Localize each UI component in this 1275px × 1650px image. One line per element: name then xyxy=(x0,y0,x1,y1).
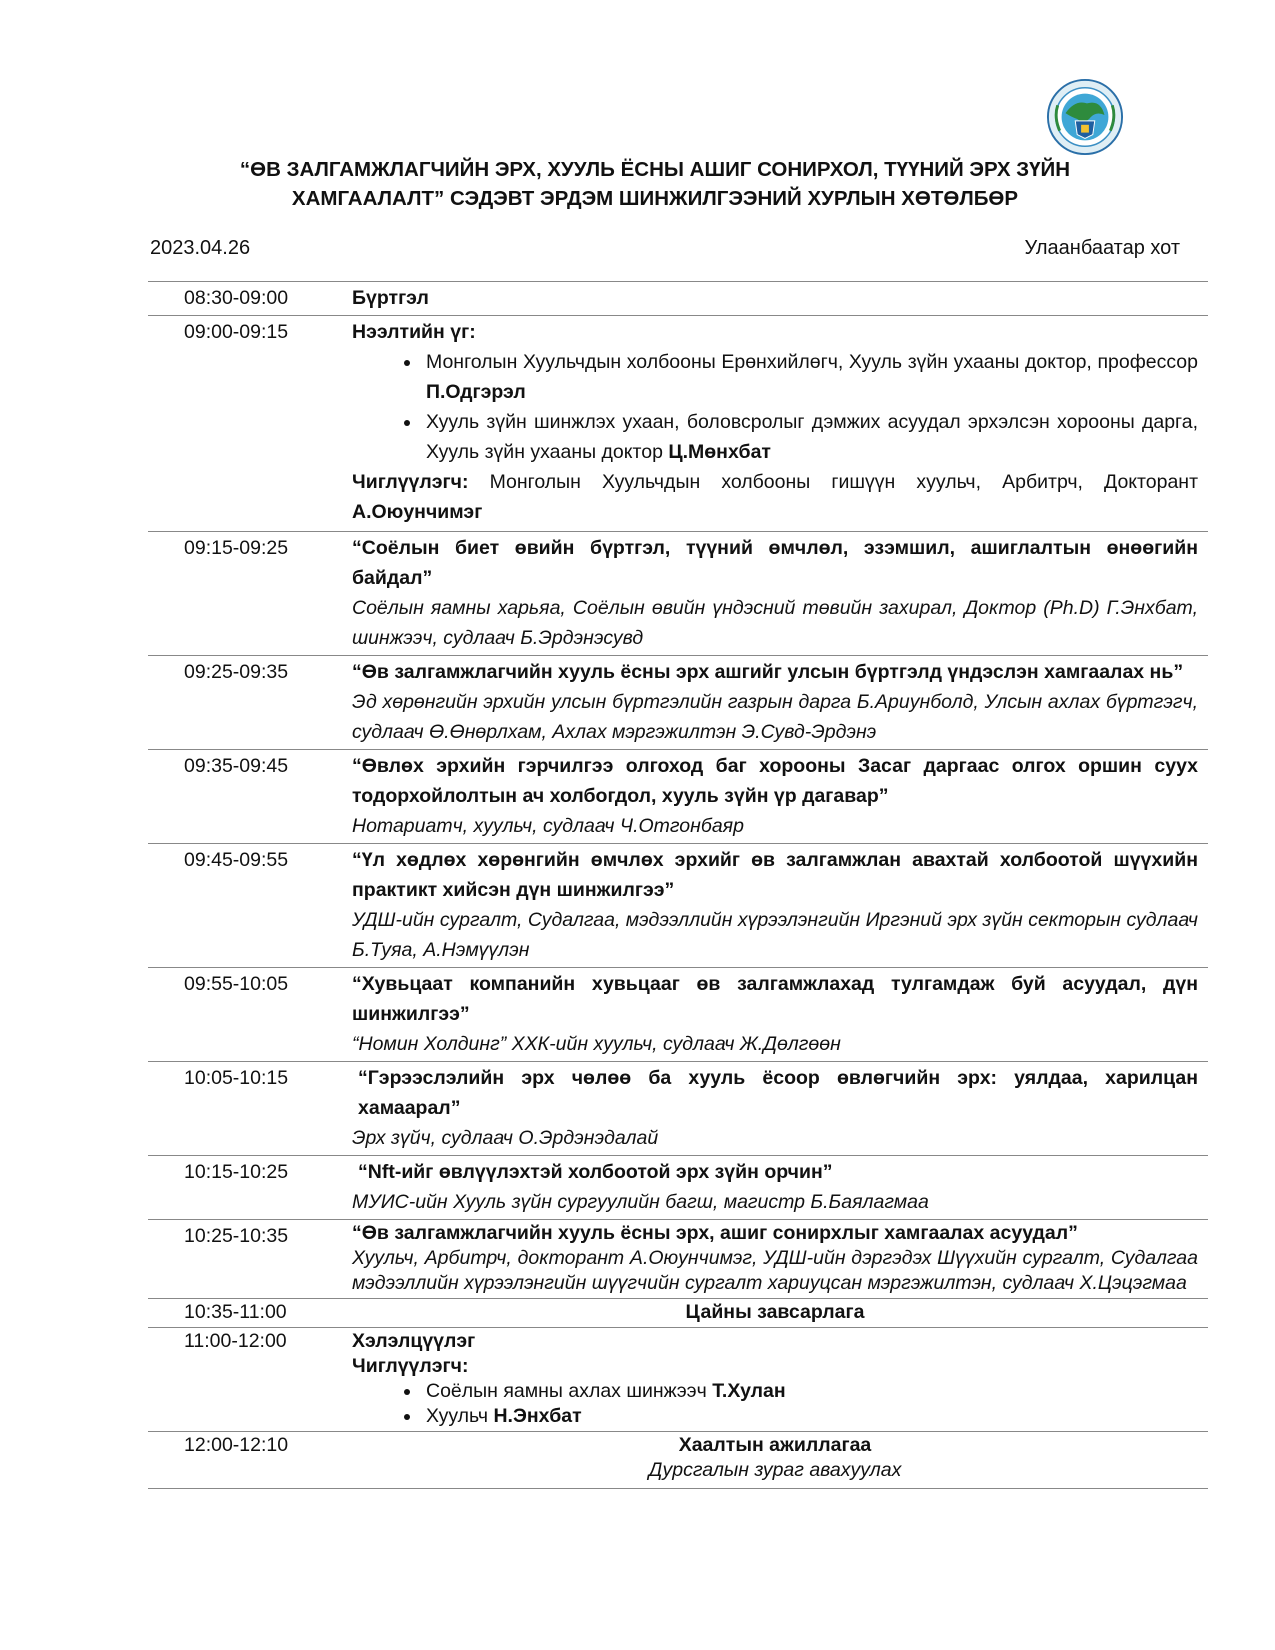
program-row xyxy=(148,844,1208,968)
talk-speakers: Соёлын яамны харьяа, Соёлын өвийн үндэсний төвийн захирал, Доктор (Ph.D) Г.Энхбат, шинжээч, судлаач Б.Эрдэнэсувд xyxy=(352,597,1198,649)
agenda-content xyxy=(352,1156,1208,1219)
list-item xyxy=(422,1404,1198,1429)
agenda-content xyxy=(352,1432,1208,1488)
moderator-label: Чиглүүлэгч: xyxy=(352,471,469,493)
time-slot: 10:25-10:35 xyxy=(184,1225,289,1247)
document-title xyxy=(150,155,1160,213)
agenda-content xyxy=(352,1062,1208,1155)
talk-title: “Үл хөдлөх хөрөнгийн өмчлөх эрхийг өв залгамжлан авахтай холбоотой шүүхийн практикт хийсэн дүн шинжилгээ” xyxy=(352,849,1198,901)
title-line-2: ХАМГААЛАЛТ” СЭДЭВТ ЭРДЭМ ШИНЖИЛГЭЭНИЙ ХУРЛЫН ХӨТӨЛБӨР xyxy=(291,187,1019,210)
speaker-name: Ц.Мөнхбат xyxy=(668,441,771,463)
event-place: Улаанбаатар хот xyxy=(1024,237,1180,259)
talk-speakers: Хуульч, Арбитрч, докторант А.Оюунчимэг, УДШ-ийн дэргэдэх Шүүхийн сургалт, Судалгаа мэдээллийн хүрээлэнгийн шүүгчийн сургалт хариуцсан мэргэжилтэн, судлаач Х.Цэцэгмаа xyxy=(352,1247,1198,1294)
event-date: 2023.04.26 xyxy=(150,237,251,259)
opening-speakers-list xyxy=(352,347,1198,467)
moderator-role: Соёлын яамны ахлах шинжээч xyxy=(426,1380,713,1402)
program-row xyxy=(148,750,1208,844)
time-slot: 11:00-12:00 xyxy=(184,1330,287,1352)
moderators-list xyxy=(352,1379,1198,1429)
talk-title: “Өвлөх эрхийн гэрчилгээ олгоход баг хорооны Засаг даргаас олгох оршин суух тодорхойлолтын ач холбогдол, хууль зүйн үр дагавар” xyxy=(352,755,1198,807)
moderator-line xyxy=(352,467,1198,527)
time-slot: 09:55-10:05 xyxy=(184,973,289,995)
speaker-role: Хууль зүйн шинжлэх ухаан, боловсролыг дэмжих асуудал эрхэлсэн хорооны дарга, Хууль зүйн ухааны доктор xyxy=(426,411,1198,463)
time-slot: 08:30-09:00 xyxy=(184,287,289,309)
talk-title: “Өв залгамжлагчийн хууль ёсны эрх ашгийг улсын бүртгэлд үндэслэн хамгаалах нь” xyxy=(352,661,1184,683)
program-row xyxy=(148,1328,1208,1432)
moderator-role: Хуульч xyxy=(426,1405,494,1427)
program-row xyxy=(148,282,1208,316)
talk-title: “Соёлын биет өвийн бүртгэл, түүний өмчлөл, эзэмшил, ашиглалтын өнөөгийн байдал” xyxy=(352,537,1198,589)
list-item xyxy=(422,1379,1198,1404)
agenda-content xyxy=(352,1220,1208,1298)
agenda-content xyxy=(352,532,1208,655)
time-slot: 09:00-09:15 xyxy=(184,321,289,343)
talk-speakers: “Номин Холдинг” ХХК-ийн хуульч, судлаач Ж.Дөлгөөн xyxy=(352,1033,841,1055)
program-row xyxy=(148,1432,1208,1489)
moderator-name: Н.Энхбат xyxy=(493,1405,582,1427)
agenda-content xyxy=(352,316,1208,529)
time-slot: 10:15-10:25 xyxy=(184,1161,289,1183)
speaker-role: Монголын Хуульчдын холбооны Ерөнхийлөгч, Хууль зүйн ухааны доктор, профессор xyxy=(426,351,1198,373)
moderator-name: Т.Хулан xyxy=(712,1380,786,1402)
moderator-name: А.Оюунчимэг xyxy=(352,501,483,523)
agenda-label: Нээлтийн үг: xyxy=(352,321,476,343)
talk-speakers: Нотариатч, хуульч, судлаач Ч.Отгонбаяр xyxy=(352,815,744,837)
program-row xyxy=(148,656,1208,750)
agenda-content xyxy=(352,844,1208,967)
program-row xyxy=(148,1299,1208,1328)
talk-title: “Өв залгамжлагчийн хууль ёсны эрх, ашиг сонирхлыг хамгаалах асуудал” xyxy=(352,1222,1078,1244)
talk-speakers: Эрх зүйч, судлаач О.Эрдэнэдалай xyxy=(352,1127,659,1149)
agenda-content xyxy=(352,656,1208,749)
time-slot: 09:45-09:55 xyxy=(184,849,289,871)
association-emblem-icon xyxy=(1046,78,1124,156)
list-item xyxy=(422,407,1198,467)
talk-title: “Хувьцаат компанийн хувьцааг өв залгамжлахад тулгамдаж буй асуудал, дүн шинжилгээ” xyxy=(352,973,1198,1025)
talk-title: “Nft-ийг өвлүүлэхтэй холбоотой эрх зүйн орчин” xyxy=(358,1161,833,1183)
agenda-content xyxy=(352,968,1208,1061)
program-row xyxy=(148,1220,1208,1299)
agenda-label: Бүртгэл xyxy=(352,287,429,309)
agenda-label: Хаалтын ажиллагаа xyxy=(678,1434,872,1456)
time-slot: 10:05-10:15 xyxy=(184,1067,289,1089)
program-table xyxy=(148,281,1208,1489)
agenda-content xyxy=(352,750,1208,843)
agenda-content xyxy=(352,1328,1208,1431)
time-slot: 09:35-09:45 xyxy=(184,755,289,777)
agenda-label: Хэлэлцүүлэг xyxy=(352,1330,476,1352)
program-row xyxy=(148,532,1208,656)
talk-title: “Гэрээслэлийн эрх чөлөө ба хууль ёсоор өвлөгчийн эрх: уялдаа, харилцан хамаарал” xyxy=(358,1067,1198,1119)
program-row xyxy=(148,968,1208,1062)
moderator-role: Монголын Хуульчдын холбооны гишүүн хуульч, Арбитрч, Докторант xyxy=(468,471,1198,493)
time-slot: 12:00-12:10 xyxy=(184,1434,289,1456)
talk-speakers: МУИС-ийн Хууль зүйн сургуулийн багш, магистр Б.Баялагмаа xyxy=(352,1191,929,1213)
agenda-label: Цайны завсарлага xyxy=(685,1301,865,1323)
list-item xyxy=(422,347,1198,407)
talk-speakers: УДШ-ийн сургалт, Судалгаа, мэдээллийн хүрээлэнгийн Иргэний эрх зүйн секторын судлаач Б.Туяа, А.Нэмүүлэн xyxy=(352,909,1198,961)
time-slot: 09:25-09:35 xyxy=(184,661,289,683)
program-row xyxy=(148,1062,1208,1156)
program-row xyxy=(148,1156,1208,1220)
talk-speakers: Эд хөрөнгийн эрхийн улсын бүртгэлийн газрын дарга Б.Ариунболд, Улсын ахлах бүртгэгч, судлаач Ө.Өнөрлхам, Ахлах мэргэжилтэн Э.Сувд-Эрдэнэ xyxy=(352,691,1198,743)
speaker-name: П.Одгэрэл xyxy=(426,381,526,403)
moderator-label: Чиглүүлэгч: xyxy=(352,1355,469,1377)
time-slot: 09:15-09:25 xyxy=(184,537,289,559)
title-line-1: “ӨВ ЗАЛГАМЖЛАГЧИЙН ЭРХ, ХУУЛЬ ЁСНЫ АШИГ СОНИРХОЛ, ТҮҮНИЙ ЭРХ ЗҮЙН xyxy=(239,158,1071,181)
agenda-note: Дурсгалын зураг авахуулах xyxy=(648,1459,902,1481)
program-row xyxy=(148,316,1208,532)
time-slot: 10:35-11:00 xyxy=(184,1301,287,1323)
